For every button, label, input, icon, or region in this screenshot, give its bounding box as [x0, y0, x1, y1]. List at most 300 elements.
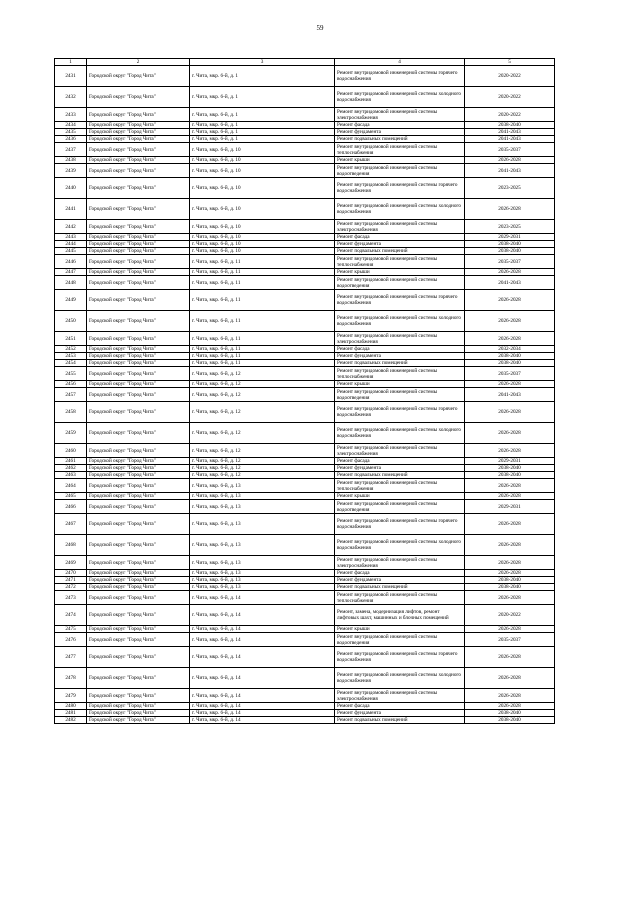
period-cell: 2026-2028 [465, 290, 555, 311]
row-number-cell: 2435 [55, 129, 87, 136]
address-cell: г. Чита, мкр. 6-й, д. 1 [190, 87, 335, 108]
municipality-cell: Городской округ "Город Чита" [87, 157, 190, 164]
table-row [55, 689, 555, 703]
work-type-cell: Ремонт фундамента [335, 129, 465, 136]
municipality-cell: Городской округ "Город Чита" [87, 311, 190, 332]
address-cell: г. Чита, мкр. 6-й, д. 14 [190, 605, 335, 626]
work-type-cell: Ремонт фундамента [335, 353, 465, 360]
table-row [55, 626, 555, 633]
page-number: 59 [316, 24, 324, 32]
table-row [55, 66, 555, 87]
address-cell: г. Чита, мкр. 6-й, д. 10 [190, 220, 335, 234]
municipality-cell: Городской округ "Город Чита" [87, 129, 190, 136]
work-type-cell: Ремонт крыши [335, 269, 465, 276]
period-cell: 2026-2028 [465, 570, 555, 577]
header-cell-2: 2 [87, 59, 190, 66]
work-type-cell: Ремонт, замена, модернизация лифтов, ремонт лифтовых шахт, машинных и блочных помещений [335, 605, 465, 626]
address-cell: г. Чита, мкр. 6-й, д. 14 [190, 689, 335, 703]
municipality-cell: Городской округ "Город Чита" [87, 87, 190, 108]
table-row [55, 605, 555, 626]
row-number-cell: 2442 [55, 220, 87, 234]
table-row [55, 269, 555, 276]
work-type-cell: Ремонт подвальных помещений [335, 136, 465, 143]
table-header-row [55, 59, 555, 66]
municipality-cell: Городской округ "Город Чита" [87, 458, 190, 465]
row-number-cell: 2436 [55, 136, 87, 143]
table-row [55, 248, 555, 255]
address-cell: г. Чита, мкр. 6-й, д. 10 [190, 241, 335, 248]
table-row [55, 479, 555, 493]
municipality-cell: Городской округ "Город Чита" [87, 514, 190, 535]
municipality-cell: Городской округ "Город Чита" [87, 276, 190, 290]
work-type-cell: Ремонт внутридомовой инженерной системы водоотведения [335, 633, 465, 647]
address-cell: г. Чита, мкр. 6-й, д. 14 [190, 626, 335, 633]
municipality-cell: Городской округ "Город Чита" [87, 332, 190, 346]
address-cell: г. Чита, мкр. 6-й, д. 11 [190, 269, 335, 276]
address-cell: г. Чита, мкр. 6-й, д. 12 [190, 423, 335, 444]
row-number-cell: 2437 [55, 143, 87, 157]
row-number-cell: 2464 [55, 479, 87, 493]
work-type-cell: Ремонт подвальных помещений [335, 360, 465, 367]
row-number-cell: 2461 [55, 458, 87, 465]
period-cell: 2020-2022 [465, 66, 555, 87]
period-cell: 2035-2037 [465, 255, 555, 269]
row-number-cell: 2476 [55, 633, 87, 647]
municipality-cell: Городской округ "Город Чита" [87, 444, 190, 458]
work-type-cell: Ремонт фасада [335, 570, 465, 577]
row-number-cell: 2472 [55, 584, 87, 591]
work-type-cell: Ремонт внутридомовой инженерной системы горячего водоснабжения [335, 290, 465, 311]
row-number-cell: 2474 [55, 605, 87, 626]
address-cell: г. Чита, мкр. 6-й, д. 11 [190, 360, 335, 367]
period-cell: 2023-2025 [465, 220, 555, 234]
row-number-cell: 2469 [55, 556, 87, 570]
period-cell: 2020-2022 [465, 108, 555, 122]
municipality-cell: Городской округ "Город Чита" [87, 346, 190, 353]
row-number-cell: 2433 [55, 108, 87, 122]
work-type-cell: Ремонт внутридомовой инженерной системы водоотведения [335, 500, 465, 514]
period-cell: 2026-2028 [465, 556, 555, 570]
work-type-cell: Ремонт внутридомовой инженерной системы холодного водоснабжения [335, 668, 465, 689]
row-number-cell: 2482 [55, 717, 87, 724]
table-row [55, 234, 555, 241]
work-type-cell: Ремонт внутридомовой инженерной системы горячего водоснабжения [335, 178, 465, 199]
work-type-cell: Ремонт внутридомовой инженерной системы водоотведения [335, 388, 465, 402]
address-cell: г. Чита, мкр. 6-й, д. 10 [190, 157, 335, 164]
address-cell: г. Чита, мкр. 6-й, д. 14 [190, 668, 335, 689]
work-type-cell: Ремонт внутридомовой инженерной системы электроснабжения [335, 220, 465, 234]
row-number-cell: 2445 [55, 248, 87, 255]
row-number-cell: 2454 [55, 360, 87, 367]
period-cell: 2026-2028 [465, 647, 555, 668]
table-row [55, 143, 555, 157]
municipality-cell: Городской округ "Город Чита" [87, 577, 190, 584]
address-cell: г. Чита, мкр. 6-й, д. 11 [190, 255, 335, 269]
work-type-cell: Ремонт фундамента [335, 577, 465, 584]
period-cell: 2029-2031 [465, 500, 555, 514]
work-type-cell: Ремонт внутридомовой инженерной системы электроснабжения [335, 556, 465, 570]
address-cell: г. Чита, мкр. 6-й, д. 11 [190, 346, 335, 353]
address-cell: г. Чита, мкр. 6-й, д. 1 [190, 136, 335, 143]
table-row [55, 493, 555, 500]
row-number-cell: 2439 [55, 164, 87, 178]
period-cell: 2038-2040 [465, 577, 555, 584]
row-number-cell: 2452 [55, 346, 87, 353]
work-type-cell: Ремонт крыши [335, 493, 465, 500]
address-cell: г. Чита, мкр. 6-й, д. 11 [190, 332, 335, 346]
table-row [55, 703, 555, 710]
municipality-cell: Городской округ "Город Чита" [87, 500, 190, 514]
work-type-cell: Ремонт фасада [335, 346, 465, 353]
row-number-cell: 2471 [55, 577, 87, 584]
header-cell-3: 3 [190, 59, 335, 66]
table-body [55, 59, 555, 724]
row-number-cell: 2447 [55, 269, 87, 276]
work-type-cell: Ремонт крыши [335, 626, 465, 633]
address-cell: г. Чита, мкр. 6-й, д. 12 [190, 472, 335, 479]
row-number-cell: 2475 [55, 626, 87, 633]
row-number-cell: 2466 [55, 500, 87, 514]
work-type-cell: Ремонт внутридомовой инженерной системы холодного водоснабжения [335, 423, 465, 444]
work-type-cell: Ремонт внутридомовой инженерной системы холодного водоснабжения [335, 199, 465, 220]
address-cell: г. Чита, мкр. 6-й, д. 11 [190, 290, 335, 311]
row-number-cell: 2446 [55, 255, 87, 269]
table-row [55, 577, 555, 584]
table-row [55, 423, 555, 444]
table-row [55, 346, 555, 353]
row-number-cell: 2431 [55, 66, 87, 87]
address-cell: г. Чита, мкр. 6-й, д. 11 [190, 353, 335, 360]
address-cell: г. Чита, мкр. 6-й, д. 12 [190, 388, 335, 402]
address-cell: г. Чита, мкр. 6-й, д. 10 [190, 143, 335, 157]
address-cell: г. Чита, мкр. 6-й, д. 1 [190, 129, 335, 136]
table-row [55, 633, 555, 647]
work-type-cell: Ремонт фасада [335, 458, 465, 465]
header-cell-5: 5 [465, 59, 555, 66]
table-row [55, 444, 555, 458]
period-cell: 2026-2028 [465, 689, 555, 703]
table-row [55, 717, 555, 724]
table-row [55, 129, 555, 136]
row-number-cell: 2458 [55, 402, 87, 423]
repair-schedule-table [54, 58, 555, 724]
municipality-cell: Городской округ "Город Чита" [87, 472, 190, 479]
period-cell: 2035-2037 [465, 633, 555, 647]
row-number-cell: 2459 [55, 423, 87, 444]
work-type-cell: Ремонт внутридомовой инженерной системы теплоснабжения [335, 367, 465, 381]
address-cell: г. Чита, мкр. 6-й, д. 13 [190, 493, 335, 500]
municipality-cell: Городской округ "Город Чита" [87, 164, 190, 178]
work-type-cell: Ремонт фасада [335, 234, 465, 241]
table-row [55, 136, 555, 143]
row-number-cell: 2473 [55, 591, 87, 605]
municipality-cell: Городской округ "Город Чита" [87, 199, 190, 220]
address-cell: г. Чита, мкр. 6-й, д. 14 [190, 710, 335, 717]
table-row [55, 584, 555, 591]
period-cell: 2026-2028 [465, 269, 555, 276]
address-cell: г. Чита, мкр. 6-й, д. 11 [190, 276, 335, 290]
period-cell: 2026-2028 [465, 402, 555, 423]
row-number-cell: 2432 [55, 87, 87, 108]
address-cell: г. Чита, мкр. 6-й, д. 10 [190, 199, 335, 220]
table-row [55, 353, 555, 360]
table-row [55, 556, 555, 570]
row-number-cell: 2480 [55, 703, 87, 710]
municipality-cell: Городской округ "Город Чита" [87, 689, 190, 703]
address-cell: г. Чита, мкр. 6-й, д. 1 [190, 108, 335, 122]
row-number-cell: 2443 [55, 234, 87, 241]
table-row [55, 241, 555, 248]
address-cell: г. Чита, мкр. 6-й, д. 14 [190, 647, 335, 668]
address-cell: г. Чита, мкр. 6-й, д. 14 [190, 591, 335, 605]
address-cell: г. Чита, мкр. 6-й, д. 1 [190, 66, 335, 87]
address-cell: г. Чита, мкр. 6-й, д. 12 [190, 458, 335, 465]
table-row [55, 255, 555, 269]
work-type-cell: Ремонт внутридомовой инженерной системы горячего водоснабжения [335, 66, 465, 87]
row-number-cell: 2467 [55, 514, 87, 535]
address-cell: г. Чита, мкр. 6-й, д. 11 [190, 311, 335, 332]
period-cell: 2032-2034 [465, 346, 555, 353]
row-number-cell: 2434 [55, 122, 87, 129]
work-type-cell: Ремонт внутридомовой инженерной системы теплоснабжения [335, 255, 465, 269]
table-row [55, 122, 555, 129]
table-row [55, 290, 555, 311]
address-cell: г. Чита, мкр. 6-й, д. 13 [190, 570, 335, 577]
header-cell-1: 1 [55, 59, 87, 66]
table-row [55, 465, 555, 472]
table-row [55, 311, 555, 332]
address-cell: г. Чита, мкр. 6-й, д. 14 [190, 717, 335, 724]
work-type-cell: Ремонт внутридомовой инженерной системы холодного водоснабжения [335, 311, 465, 332]
row-number-cell: 2455 [55, 367, 87, 381]
work-type-cell: Ремонт внутридомовой инженерной системы водоотведения [335, 164, 465, 178]
period-cell: 2041-2043 [465, 388, 555, 402]
municipality-cell: Городской округ "Город Чита" [87, 220, 190, 234]
period-cell: 2026-2028 [465, 332, 555, 346]
table-row [55, 276, 555, 290]
address-cell: г. Чита, мкр. 6-й, д. 13 [190, 535, 335, 556]
work-type-cell: Ремонт фундамента [335, 465, 465, 472]
period-cell: 2026-2028 [465, 535, 555, 556]
row-number-cell: 2438 [55, 157, 87, 164]
table-row [55, 332, 555, 346]
municipality-cell: Городской округ "Город Чита" [87, 703, 190, 710]
table-row [55, 668, 555, 689]
address-cell: г. Чита, мкр. 6-й, д. 13 [190, 556, 335, 570]
period-cell: 2029-2031 [465, 458, 555, 465]
row-number-cell: 2457 [55, 388, 87, 402]
work-type-cell: Ремонт подвальных помещений [335, 717, 465, 724]
table-row [55, 199, 555, 220]
municipality-cell: Городской округ "Город Чита" [87, 535, 190, 556]
municipality-cell: Городской округ "Город Чита" [87, 290, 190, 311]
period-cell: 2038-2040 [465, 472, 555, 479]
municipality-cell: Городской округ "Город Чита" [87, 360, 190, 367]
row-number-cell: 2456 [55, 381, 87, 388]
period-cell: 2038-2040 [465, 353, 555, 360]
period-cell: 2041-2043 [465, 129, 555, 136]
work-type-cell: Ремонт фасада [335, 703, 465, 710]
row-number-cell: 2444 [55, 241, 87, 248]
municipality-cell: Городской округ "Город Чита" [87, 388, 190, 402]
municipality-cell: Городской округ "Город Чита" [87, 381, 190, 388]
period-cell: 2026-2028 [465, 199, 555, 220]
work-type-cell: Ремонт крыши [335, 381, 465, 388]
work-type-cell: Ремонт подвальных помещений [335, 472, 465, 479]
table-row [55, 472, 555, 479]
municipality-cell: Городской округ "Город Чита" [87, 668, 190, 689]
table-row [55, 591, 555, 605]
work-type-cell: Ремонт внутридомовой инженерной системы холодного водоснабжения [335, 535, 465, 556]
row-number-cell: 2478 [55, 668, 87, 689]
municipality-cell: Городской округ "Город Чита" [87, 269, 190, 276]
table-row [55, 647, 555, 668]
municipality-cell: Городской округ "Город Чита" [87, 710, 190, 717]
municipality-cell: Городской округ "Город Чита" [87, 423, 190, 444]
row-number-cell: 2441 [55, 199, 87, 220]
work-type-cell: Ремонт внутридомовой инженерной системы теплоснабжения [335, 591, 465, 605]
header-cell-4: 4 [335, 59, 465, 66]
municipality-cell: Городской округ "Город Чита" [87, 591, 190, 605]
municipality-cell: Городской округ "Город Чита" [87, 234, 190, 241]
period-cell: 2041-2043 [465, 276, 555, 290]
work-type-cell: Ремонт внутридомовой инженерной системы горячего водоснабжения [335, 514, 465, 535]
municipality-cell: Городской округ "Город Чита" [87, 353, 190, 360]
period-cell: 2023-2025 [465, 178, 555, 199]
work-type-cell: Ремонт внутридомовой инженерной системы горячего водоснабжения [335, 402, 465, 423]
address-cell: г. Чита, мкр. 6-й, д. 10 [190, 178, 335, 199]
work-type-cell: Ремонт подвальных помещений [335, 584, 465, 591]
period-cell: 2026-2028 [465, 444, 555, 458]
work-type-cell: Ремонт внутридомовой инженерной системы электроснабжения [335, 332, 465, 346]
period-cell: 2041-2043 [465, 164, 555, 178]
table-row [55, 157, 555, 164]
row-number-cell: 2481 [55, 710, 87, 717]
address-cell: г. Чита, мкр. 6-й, д. 10 [190, 164, 335, 178]
municipality-cell: Городской округ "Город Чита" [87, 402, 190, 423]
municipality-cell: Городской округ "Город Чита" [87, 66, 190, 87]
address-cell: г. Чита, мкр. 6-й, д. 13 [190, 577, 335, 584]
address-cell: г. Чита, мкр. 6-й, д. 13 [190, 584, 335, 591]
period-cell: 2038-2040 [465, 465, 555, 472]
period-cell: 2026-2028 [465, 703, 555, 710]
work-type-cell: Ремонт фасада [335, 122, 465, 129]
municipality-cell: Городской округ "Город Чита" [87, 255, 190, 269]
period-cell: 2026-2028 [465, 381, 555, 388]
address-cell: г. Чита, мкр. 6-й, д. 12 [190, 367, 335, 381]
period-cell: 2038-2040 [465, 241, 555, 248]
period-cell: 2026-2028 [465, 423, 555, 444]
table-row [55, 178, 555, 199]
address-cell: г. Чита, мкр. 6-й, д. 1 [190, 122, 335, 129]
table-row [55, 220, 555, 234]
period-cell: 2020-2022 [465, 605, 555, 626]
period-cell: 2035-2037 [465, 143, 555, 157]
row-number-cell: 2463 [55, 472, 87, 479]
municipality-cell: Городской округ "Город Чита" [87, 367, 190, 381]
address-cell: г. Чита, мкр. 6-й, д. 13 [190, 514, 335, 535]
row-number-cell: 2468 [55, 535, 87, 556]
address-cell: г. Чита, мкр. 6-й, д. 13 [190, 500, 335, 514]
work-type-cell: Ремонт внутридомовой инженерной системы теплоснабжения [335, 143, 465, 157]
municipality-cell: Городской округ "Город Чита" [87, 556, 190, 570]
table-row [55, 458, 555, 465]
row-number-cell: 2462 [55, 465, 87, 472]
work-type-cell: Ремонт внутридомовой инженерной системы электроснабжения [335, 444, 465, 458]
work-type-cell: Ремонт внутридомовой инженерной системы холодного водоснабжения [335, 87, 465, 108]
address-cell: г. Чита, мкр. 6-й, д. 13 [190, 479, 335, 493]
period-cell: 2029-2031 [465, 234, 555, 241]
work-type-cell: Ремонт внутридомовой инженерной системы электроснабжения [335, 689, 465, 703]
municipality-cell: Городской округ "Город Чита" [87, 143, 190, 157]
table-row [55, 367, 555, 381]
table-row [55, 360, 555, 367]
municipality-cell: Городской округ "Город Чита" [87, 584, 190, 591]
row-number-cell: 2450 [55, 311, 87, 332]
row-number-cell: 2448 [55, 276, 87, 290]
municipality-cell: Городской округ "Город Чита" [87, 633, 190, 647]
row-number-cell: 2465 [55, 493, 87, 500]
row-number-cell: 2453 [55, 353, 87, 360]
municipality-cell: Городской округ "Город Чита" [87, 178, 190, 199]
period-cell: 2026-2028 [465, 591, 555, 605]
address-cell: г. Чита, мкр. 6-й, д. 12 [190, 444, 335, 458]
period-cell: 2026-2028 [465, 493, 555, 500]
row-number-cell: 2460 [55, 444, 87, 458]
row-number-cell: 2451 [55, 332, 87, 346]
table-row [55, 500, 555, 514]
row-number-cell: 2449 [55, 290, 87, 311]
period-cell: 2038-2040 [465, 584, 555, 591]
table-row [55, 514, 555, 535]
table-row [55, 381, 555, 388]
municipality-cell: Городской округ "Город Чита" [87, 465, 190, 472]
period-cell: 2026-2028 [465, 514, 555, 535]
work-type-cell: Ремонт фундамента [335, 241, 465, 248]
municipality-cell: Городской округ "Город Чита" [87, 122, 190, 129]
address-cell: г. Чита, мкр. 6-й, д. 10 [190, 248, 335, 255]
municipality-cell: Городской округ "Город Чита" [87, 479, 190, 493]
row-number-cell: 2477 [55, 647, 87, 668]
period-cell: 2038-2040 [465, 360, 555, 367]
address-cell: г. Чита, мкр. 6-й, д. 14 [190, 703, 335, 710]
address-cell: г. Чита, мкр. 6-й, д. 12 [190, 402, 335, 423]
table-row [55, 87, 555, 108]
work-type-cell: Ремонт подвальных помещений [335, 248, 465, 255]
work-type-cell: Ремонт внутридомовой инженерной системы теплоснабжения [335, 479, 465, 493]
address-cell: г. Чита, мкр. 6-й, д. 10 [190, 234, 335, 241]
table-row [55, 388, 555, 402]
period-cell: 2026-2028 [465, 157, 555, 164]
period-cell: 2038-2040 [465, 710, 555, 717]
work-type-cell: Ремонт фундамента [335, 710, 465, 717]
period-cell: 2038-2040 [465, 717, 555, 724]
row-number-cell: 2440 [55, 178, 87, 199]
period-cell: 2038-2040 [465, 248, 555, 255]
period-cell: 2020-2022 [465, 87, 555, 108]
municipality-cell: Городской округ "Город Чита" [87, 717, 190, 724]
period-cell: 2026-2028 [465, 626, 555, 633]
work-type-cell: Ремонт внутридомовой инженерной системы водоотведения [335, 276, 465, 290]
municipality-cell: Городской округ "Город Чита" [87, 248, 190, 255]
municipality-cell: Городской округ "Город Чита" [87, 647, 190, 668]
period-cell: 2026-2028 [465, 311, 555, 332]
period-cell: 2041-2043 [465, 136, 555, 143]
table-row [55, 570, 555, 577]
period-cell: 2026-2028 [465, 479, 555, 493]
table-row [55, 710, 555, 717]
work-type-cell: Ремонт внутридомовой инженерной системы горячего водоснабжения [335, 647, 465, 668]
